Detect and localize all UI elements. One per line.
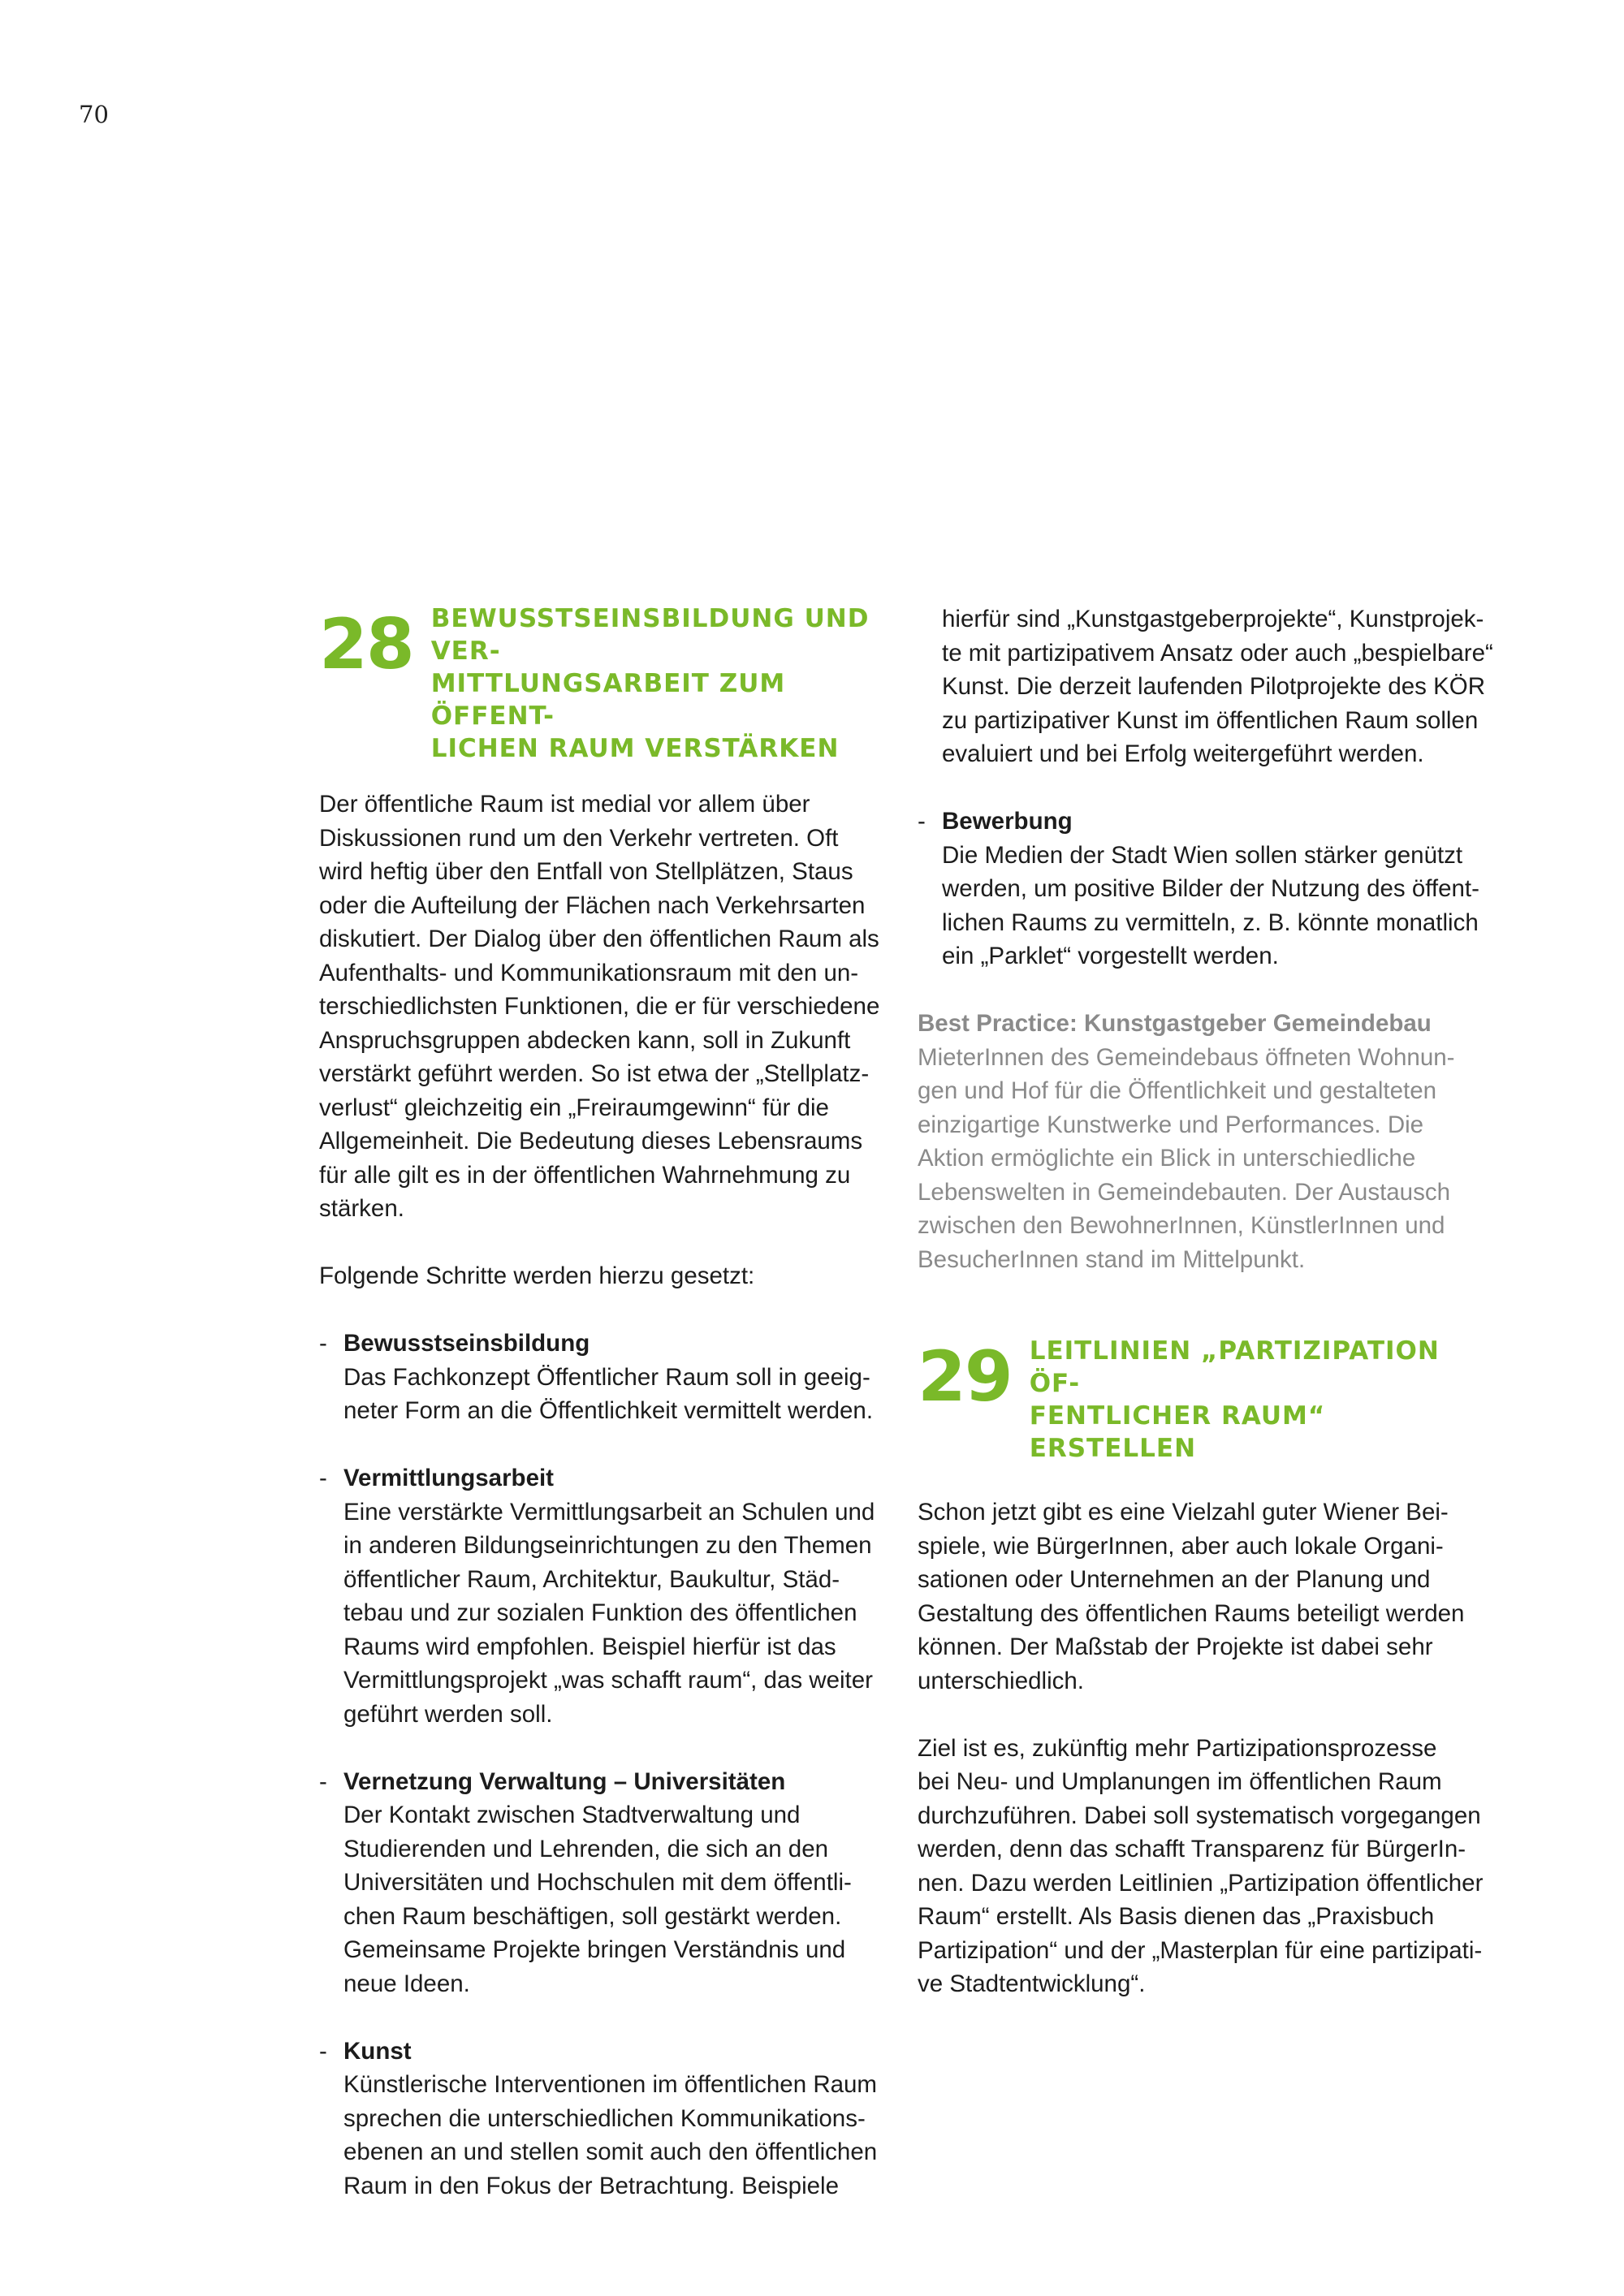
text-line: stärken. xyxy=(319,1195,404,1222)
dash-bullet: - xyxy=(319,2037,327,2065)
list-item-bewerbung xyxy=(918,805,1502,973)
text-line: Universitäten und Hochschulen mit dem öffentli- xyxy=(343,1869,852,1896)
text-line: ve Stadtentwicklung“. xyxy=(918,1970,1146,1997)
title-line: BEWUSSTSEINSBILDUNG UND VER- xyxy=(430,604,870,666)
text-line: neue Ideen. xyxy=(343,1970,470,1997)
best-practice-box xyxy=(918,1007,1502,1276)
text-line: Gemeinsame Projekte bringen Verständnis und xyxy=(343,1936,846,1963)
text-line: neter Form an die Öffentlichkeit vermittelt werden. xyxy=(343,1397,874,1424)
section-28-heading xyxy=(319,602,888,765)
text-line: te mit partizipativem Ansatz oder auch „bespielbare“ xyxy=(942,639,1493,667)
text-line: Anspruchsgruppen abdecken kann, soll in Zukunft xyxy=(319,1026,851,1054)
text-line: Studierenden und Lehrenden, die sich an den xyxy=(343,1835,829,1862)
text-line: einzigartige Kunstwerke und Performances. Die xyxy=(918,1111,1424,1138)
text-line: werden, denn das schafft Transparenz für BürgerIn- xyxy=(918,1836,1466,1862)
kunst-continued xyxy=(918,602,1502,771)
text-line: BesucherInnen stand im Mittelpunkt. xyxy=(918,1245,1306,1273)
text-line: Lebenswelten in Gemeindebauten. Der Austausch xyxy=(918,1178,1450,1206)
text-line: geführt werden soll. xyxy=(343,1700,553,1728)
text-line: Raums wird empfohlen. Beispiel hierfür ist das xyxy=(343,1633,836,1660)
text-line: ebenen an und stellen somit auch den öffentlichen xyxy=(343,2138,878,2165)
section-29-title xyxy=(1030,1335,1484,1465)
dash-bullet: - xyxy=(918,808,926,835)
dash-bullet: - xyxy=(319,1767,327,1795)
text-line: Allgemeinheit. Die Bedeutung dieses Lebensraums xyxy=(319,1128,863,1154)
text-line: öffentlicher Raum, Architektur, Baukultur, Städ- xyxy=(343,1565,840,1593)
section-29-para-1 xyxy=(918,1495,1502,1698)
text-line: Ziel ist es, zukünftig mehr Partizipationsprozesse xyxy=(918,1734,1437,1762)
text-line: verlust“ gleichzeitig ein „Freiraumgewinn“ für die xyxy=(319,1094,829,1121)
text-line: Vermittlungsprojekt „was schafft raum“, das weiter xyxy=(343,1667,873,1694)
text-line: Aufenthalts- und Kommunikationsraum mit den un- xyxy=(319,959,859,986)
section-29-number: 29 xyxy=(918,1336,1012,1418)
text-line: Gestaltung des öffentlichen Raums beteiligt werden xyxy=(918,1599,1465,1627)
left-column xyxy=(319,602,888,2203)
text-line: Künstlerische Interventionen im öffentlichen Raum xyxy=(343,2071,878,2098)
text-line: Das Fachkonzept Öffentlicher Raum soll in geeig- xyxy=(343,1363,870,1391)
list-item-kunst xyxy=(319,2035,888,2203)
section-28-intro xyxy=(319,788,888,1226)
text-line: nen. Dazu werden Leitlinien „Partizipation öffentlicher xyxy=(918,1869,1484,1897)
text-line: können. Der Maßstab der Projekte ist dabei sehr xyxy=(918,1634,1433,1660)
text-line: terschiedlichsten Funktionen, die er für verschiedene xyxy=(319,993,880,1020)
text-line: Die Medien der Stadt Wien sollen stärker genützt xyxy=(942,841,1463,869)
text-line: MieterInnen des Gemeindebaus öffneten Wohnun- xyxy=(918,1043,1455,1071)
text-line: Der Kontakt zwischen Stadtverwaltung und xyxy=(343,1802,801,1828)
title-line: MITTLUNGSARBEIT ZUM ÖFFENT- xyxy=(430,669,786,731)
right-column xyxy=(918,602,1502,2001)
title-line: LICHEN RAUM VERSTÄRKEN xyxy=(430,734,840,763)
text-line: sprechen die unterschiedlichen Kommunikations- xyxy=(343,2104,866,2132)
text-line: werden, um positive Bilder der Nutzung des öffent- xyxy=(942,875,1479,902)
section-29-heading xyxy=(918,1335,1502,1465)
title-line: LEITLINIEN „PARTIZIPATION ÖF- xyxy=(1029,1336,1440,1398)
text-line: Raum in den Fokus der Betrachtung. Beispiele xyxy=(343,2172,840,2199)
text-line: spiele, wie BürgerInnen, aber auch lokale Organi- xyxy=(918,1532,1444,1560)
text-line: Raum“ erstellt. Als Basis dienen das „Praxisbuch xyxy=(918,1903,1435,1930)
page-number: 70 xyxy=(79,101,109,128)
dash-bullet: - xyxy=(319,1330,327,1357)
item-title: Kunst xyxy=(343,2037,412,2065)
text-line: sationen oder Unternehmen an der Planung und xyxy=(918,1566,1431,1593)
text-line: chen Raum beschäftigen, soll gestärkt werden. xyxy=(343,1902,842,1930)
item-title: Bewusstseinsbildung xyxy=(343,1330,590,1357)
text-line: zu partizipativer Kunst im öffentlichen Raum sollen xyxy=(942,706,1479,734)
text-line: oder die Aufteilung der Flächen nach Verkehrsarten xyxy=(319,891,866,919)
text-line: Partizipation“ und der „Masterplan für eine partizipati- xyxy=(918,1936,1483,1964)
text-line: Eine verstärkte Vermittlungsarbeit an Schulen und xyxy=(343,1498,875,1526)
text-line: unterschiedlich. xyxy=(918,1667,1084,1694)
text-line: evaluiert und bei Erfolg weitergeführt werden. xyxy=(942,740,1424,767)
text-line: durchzuführen. Dabei soll systematisch vorgegangen xyxy=(918,1802,1481,1829)
text-line: Schon jetzt gibt es eine Vielzahl guter Wiener Bei- xyxy=(918,1499,1449,1526)
item-title: Vermittlungsarbeit xyxy=(343,1465,555,1491)
item-title: Bewerbung xyxy=(942,808,1073,835)
text-line: lichen Raums zu vermitteln, z. B. könnte monatlich xyxy=(942,908,1479,936)
steps-intro: Folgende Schritte werden hierzu gesetzt: xyxy=(319,1262,755,1289)
text-line: verstärkt geführt werden. So ist etwa der „Stellplatz- xyxy=(319,1060,870,1087)
text-line: gen und Hof für die Öffentlichkeit und gestalteten xyxy=(918,1077,1437,1104)
text-line: zwischen den BewohnerInnen, KünstlerInnen und xyxy=(918,1212,1445,1239)
text-line: Diskussionen rund um den Verkehr vertreten. Oft xyxy=(319,824,839,852)
text-line: Aktion ermöglichte ein Blick in unterschiedliche xyxy=(918,1145,1416,1172)
title-line: FENTLICHER RAUM“ ERSTELLEN xyxy=(1029,1401,1326,1463)
section-28-number: 28 xyxy=(319,604,413,685)
section-29-para-2 xyxy=(918,1732,1502,2001)
text-line: in anderen Bildungseinrichtungen zu den Themen xyxy=(343,1532,872,1559)
list-item-vernetzung xyxy=(319,1765,888,2001)
best-practice-title: Best Practice: Kunstgastgeber Gemeindebau xyxy=(918,1010,1432,1037)
text-line: bei Neu- und Umplanungen im öffentlichen Raum xyxy=(918,1768,1442,1795)
text-line: hierfür sind „Kunstgastgeberprojekte“, Kunstprojek- xyxy=(942,606,1484,632)
item-title: Vernetzung Verwaltung – Universitäten xyxy=(343,1767,786,1795)
dash-bullet: - xyxy=(319,1465,327,1491)
list-item-vermittlungsarbeit xyxy=(319,1461,888,1731)
section-28-title xyxy=(431,602,886,765)
list-item-bewusstseinsbildung xyxy=(319,1327,888,1428)
text-line: Kunst. Die derzeit laufenden Pilotprojekte des KÖR xyxy=(942,673,1486,700)
text-line: ein „Parklet“ vorgestellt werden. xyxy=(942,943,1279,969)
text-line: wird heftig über den Entfall von Stellplätzen, Staus xyxy=(319,858,853,885)
text-line: Der öffentliche Raum ist medial vor allem über xyxy=(319,791,810,818)
text-line: diskutiert. Der Dialog über den öffentlichen Raum als xyxy=(319,926,879,952)
text-line: tebau und zur sozialen Funktion des öffentlichen xyxy=(343,1599,857,1626)
text-line: für alle gilt es in der öffentlichen Wahrnehmung zu xyxy=(319,1161,851,1189)
